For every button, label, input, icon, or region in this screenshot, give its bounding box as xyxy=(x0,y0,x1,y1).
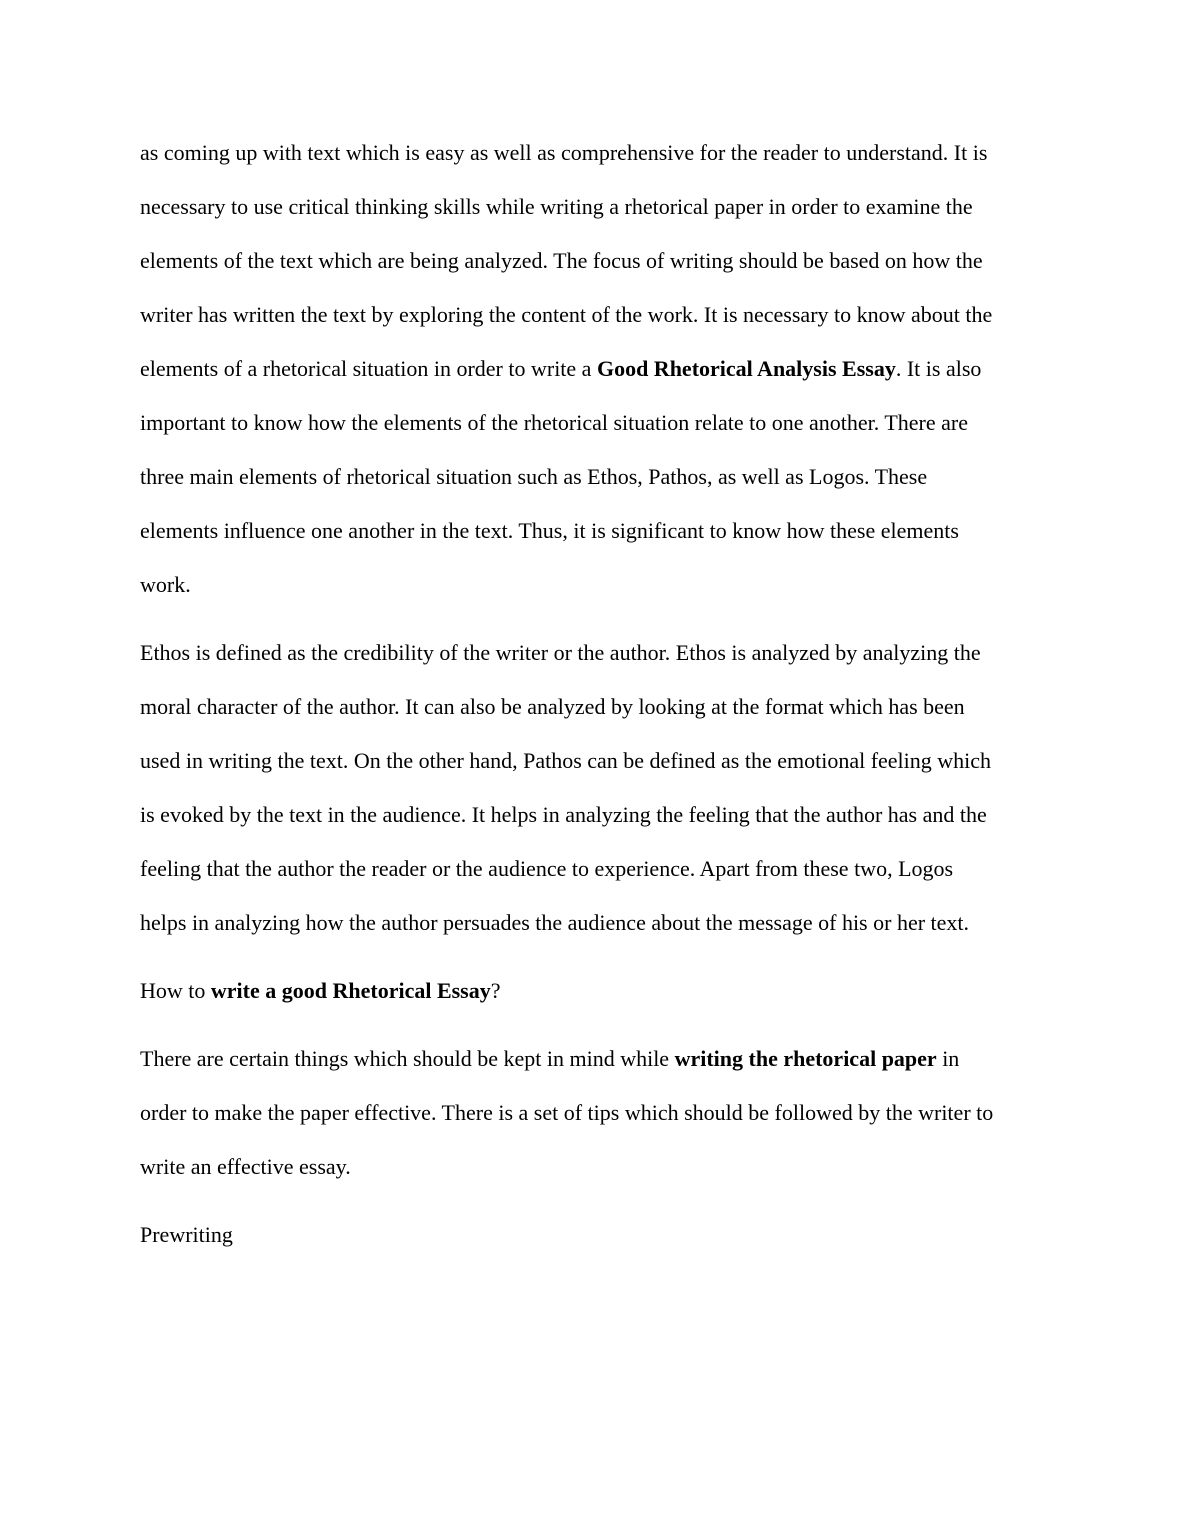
text-segment: as coming up with text which is easy as well as comprehensive for the reader to understand. It is xyxy=(140,140,988,165)
text-line xyxy=(140,788,1060,842)
text-segment: elements of a rhetorical situation in order to write a xyxy=(140,356,597,381)
text-segment: work. xyxy=(140,572,191,597)
text-line xyxy=(140,964,1060,1018)
text-segment: important to know how the elements of the rhetorical situation relate to one another. There are xyxy=(140,410,968,435)
text-line xyxy=(140,1086,1060,1140)
text-segment: three main elements of rhetorical situation such as Ethos, Pathos, as well as Logos. These xyxy=(140,464,928,489)
text-segment: helps in analyzing how the author persuades the audience about the message of his or her text. xyxy=(140,910,970,935)
text-line xyxy=(140,288,1060,342)
text-segment: There are certain things which should be kept in mind while xyxy=(140,1046,675,1071)
paragraph xyxy=(140,1208,1060,1262)
text-segment: elements influence one another in the text. Thus, it is significant to know how these elements xyxy=(140,518,959,543)
text-line xyxy=(140,680,1060,734)
text-segment: Prewriting xyxy=(140,1222,233,1247)
text-line xyxy=(140,1208,1060,1262)
text-line xyxy=(140,896,1060,950)
text-segment: elements of the text which are being analyzed. The focus of writing should be based on how the xyxy=(140,248,983,273)
bold-text: writing the rhetorical paper xyxy=(674,1046,937,1071)
text-line xyxy=(140,396,1060,450)
paragraph xyxy=(140,964,1060,1018)
text-line xyxy=(140,1032,1060,1086)
text-segment: feeling that the author the reader or the audience to experience. Apart from these two, Logos xyxy=(140,856,954,881)
paragraph xyxy=(140,626,1060,950)
text-segment: Ethos is defined as the credibility of the writer or the author. Ethos is analyzed by analyzing the xyxy=(140,640,981,665)
text-line xyxy=(140,234,1060,288)
text-line xyxy=(140,626,1060,680)
text-line xyxy=(140,450,1060,504)
text-line xyxy=(140,126,1060,180)
text-segment: . It is also xyxy=(895,356,982,381)
text-segment: moral character of the author. It can also be analyzed by looking at the format which has been xyxy=(140,694,965,719)
text-line xyxy=(140,342,1060,396)
text-line xyxy=(140,504,1060,558)
text-segment: in xyxy=(936,1046,960,1071)
document-page xyxy=(140,126,1060,1276)
paragraph xyxy=(140,1032,1060,1194)
text-line xyxy=(140,734,1060,788)
text-segment: How to xyxy=(140,978,211,1003)
text-segment: used in writing the text. On the other hand, Pathos can be defined as the emotional feeling which xyxy=(140,748,992,773)
text-line xyxy=(140,558,1060,612)
bold-text: Good Rhetorical Analysis Essay xyxy=(596,356,896,381)
text-line xyxy=(140,1140,1060,1194)
text-line xyxy=(140,180,1060,234)
text-segment: is evoked by the text in the audience. It helps in analyzing the feeling that the author has and the xyxy=(140,802,987,827)
text-segment: necessary to use critical thinking skills while writing a rhetorical paper in order to examine the xyxy=(140,194,973,219)
text-segment: writer has written the text by exploring the content of the work. It is necessary to know about the xyxy=(140,302,993,327)
text-line xyxy=(140,842,1060,896)
text-segment: write an effective essay. xyxy=(140,1154,351,1179)
paragraph xyxy=(140,126,1060,612)
bold-text: write a good Rhetorical Essay xyxy=(210,978,491,1003)
text-segment: ? xyxy=(490,978,501,1003)
text-segment: order to make the paper effective. There is a set of tips which should be followed by the writer to xyxy=(140,1100,994,1125)
